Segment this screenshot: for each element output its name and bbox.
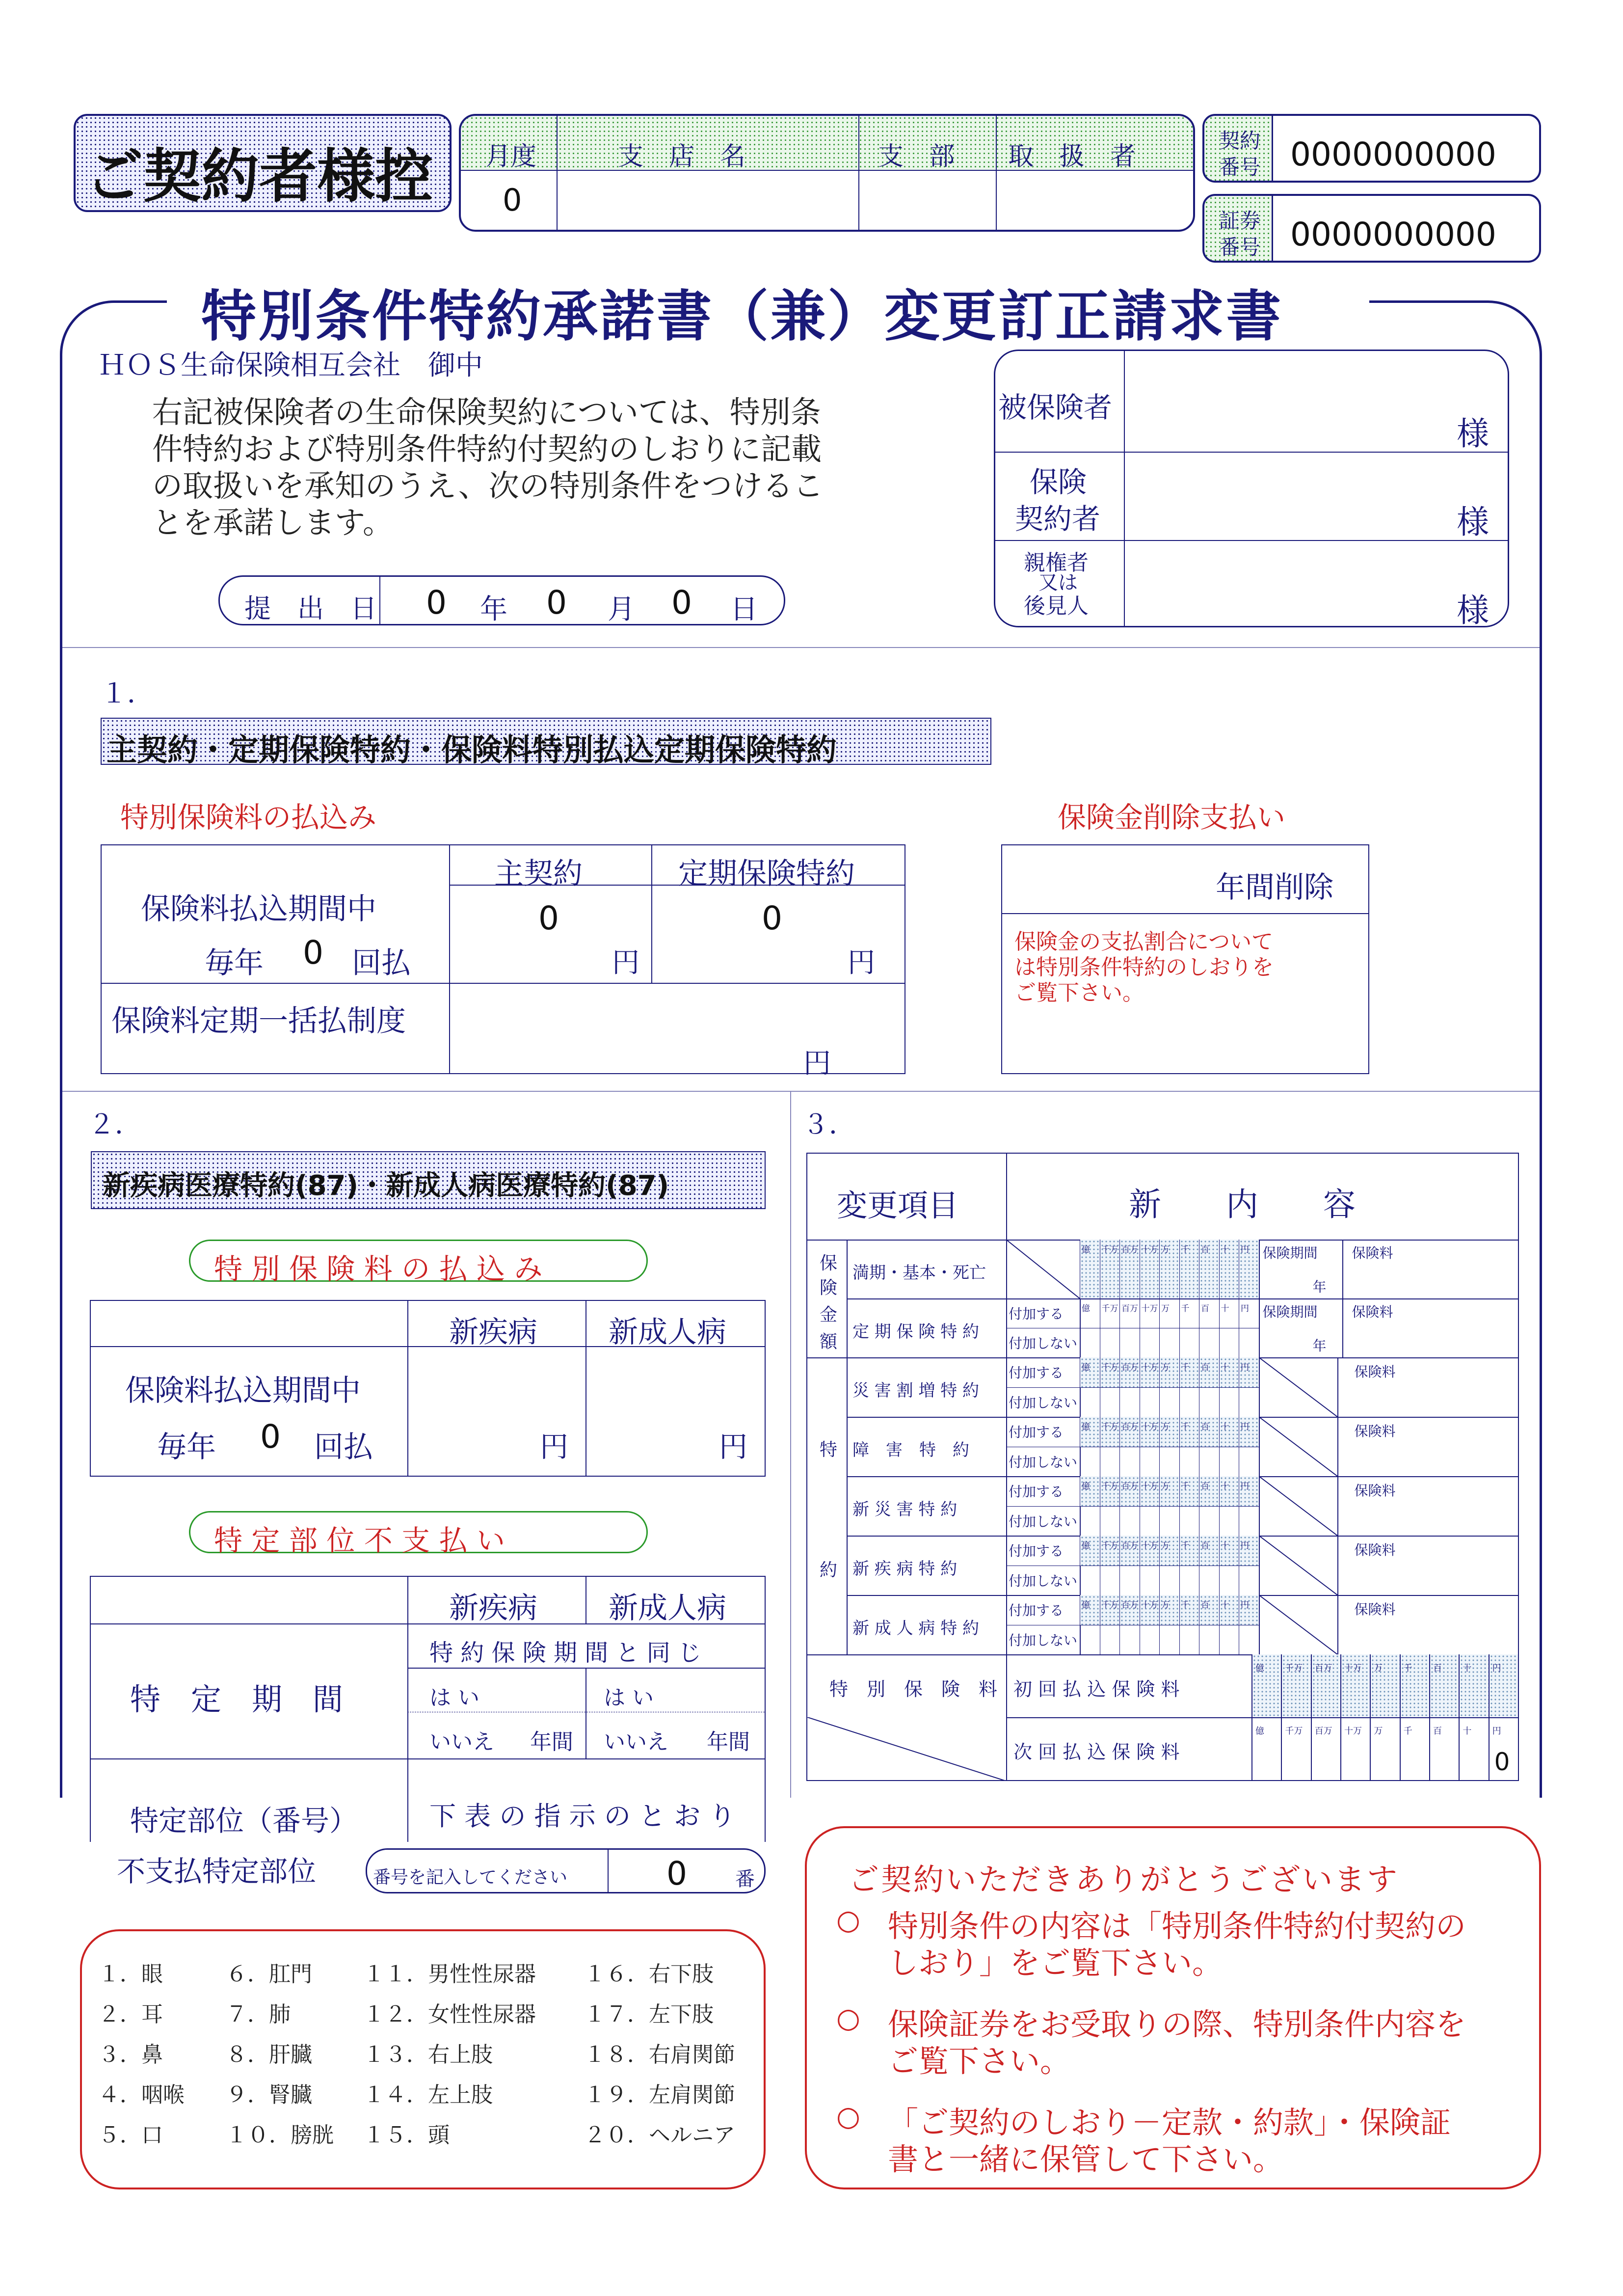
digit-cell[interactable] [1080,1625,1100,1655]
site-item: ２．耳 [98,2002,163,2027]
attach-option[interactable]: 付加する [1009,1484,1064,1500]
digit-label: 円 [1492,1726,1501,1736]
digit-label: 万 [1374,1726,1383,1736]
diagonal-slash [1006,1240,1080,1298]
site-item: １６．右下肢 [584,1962,714,1987]
digit-cell[interactable] [1119,1447,1140,1477]
submission-date-box: 提 出 日 0 年 0 月 0 日 [218,575,785,625]
digit-label: 千 [1181,1600,1190,1610]
digit-label: 千 [1181,1482,1190,1491]
nonpay-value[interactable]: 0 [666,1855,687,1892]
digit-label: 千 [1181,1245,1190,1255]
attach-option[interactable]: 付加する [1009,1424,1064,1440]
digit-label: 十 [1221,1600,1229,1610]
row-label: 新 成 人 病 特 約 [852,1619,980,1638]
digit-cell[interactable] [1179,1625,1199,1655]
digit-cell[interactable] [1080,1387,1100,1417]
section-2-heading: 新疾病医療特約(87)・新成人病医療特約(87) [103,1170,669,1202]
office-table [459,114,1195,232]
policyholder-label-2: 契約者 [1015,502,1101,536]
premium-title-2-box [189,1240,648,1286]
intro-line-4: とを承諾します。 [152,505,394,540]
digit-cell[interactable] [1199,1625,1219,1655]
grid-line [1337,1595,1338,1654]
digit-label: 百 [1201,1245,1209,1255]
premium-header: 保険料 [1352,1245,1393,1261]
col-content: 新 内 容 [1129,1186,1356,1223]
premium-header: 保険料 [1354,1601,1396,1618]
site-item: ８．肝臓 [226,2042,312,2067]
date-year[interactable]: 0 [426,584,447,621]
digit-cell[interactable] [1219,1447,1239,1477]
grid-line [1006,1387,1080,1388]
site-item: １８．右肩関節 [584,2042,735,2067]
digit-label: 十 [1221,1363,1229,1373]
insured-label: 被保険者 [998,391,1113,424]
digit-label: 十万 [1141,1600,1158,1610]
office-col-handler: 取 扱 者 [1008,142,1136,171]
diagonal-slash [1259,1417,1337,1476]
digit-cell[interactable] [1140,1566,1160,1595]
row-label: 満期・基本・死亡 [852,1263,986,1283]
digit-cell[interactable] [1239,1328,1259,1357]
digit-label: 万 [1161,1541,1170,1551]
digit-label: 十万 [1141,1482,1158,1491]
nonpay-input-box: 番号を記入してください 0 番 [366,1848,766,1893]
attach-option[interactable]: 付加する [1009,1602,1064,1619]
premium-title-1: 特別保険料の払込み [120,801,377,834]
digit-label: 十万 [1141,1245,1158,1255]
digit-label: 十万 [1141,1422,1158,1432]
digit-cell[interactable] [1119,1625,1140,1655]
policyholder-label-1: 保険 [1030,465,1087,499]
copy-label-box [74,114,452,212]
col-item: 変更項目 [837,1188,959,1223]
section-2-heading-box [91,1151,766,1209]
digit-label: 百万 [1121,1304,1138,1314]
digit-cell[interactable] [1100,1447,1120,1477]
year-suffix: 年 [1312,1279,1327,1295]
intro-line-1: 右記被保険者の生命保険契約については、特別条 [152,394,821,430]
detach-option[interactable]: 付加しない [1009,1394,1078,1411]
grid-line [1259,1240,1260,1298]
diagonal-slash [1259,1357,1337,1417]
detach-option[interactable]: 付加しない [1009,1513,1078,1530]
exclusion-title-box [189,1511,648,1557]
digit-label: 千万 [1285,1663,1303,1674]
year-suffix: 年 [1312,1338,1327,1354]
digit-cell[interactable] [1219,1328,1239,1357]
nonpay-label: 不支払特定部位 [117,1855,317,1888]
addressee: ＨＯＳ生命保険相互会社 御中 [98,350,483,381]
digit-label: 十 [1463,1663,1472,1674]
diagonal-slash [1259,1595,1337,1654]
section-3-number: ３． [802,1109,855,1140]
digit-cell[interactable] [1179,1447,1199,1477]
premium-table-1: 主契約 定期保険特約 保険料払込期間中 毎年 0 回払 0 円 0 円 保険料定期一括払制度 円 [101,844,905,1074]
digit-label: 十万 [1344,1663,1362,1674]
digit-cell[interactable] [1119,1387,1140,1417]
main-premium-value[interactable]: 0 [538,899,559,937]
site-item: １７．左下肢 [584,2002,714,2027]
office-month-value[interactable]: 0 [503,182,522,218]
digit-label: 千万 [1101,1422,1118,1432]
digit-cell[interactable] [1179,1566,1199,1595]
copy-label: ご契約者様控 [85,142,433,210]
next-premium-value[interactable]: 0 [1494,1748,1510,1776]
digit-cell[interactable] [1159,1566,1179,1595]
diagonal-slash [807,1717,1006,1781]
digit-cell[interactable] [1100,1625,1120,1655]
digit-label: 万 [1374,1663,1383,1674]
site-item: １９．左肩関節 [584,2082,735,2107]
digit-cell[interactable] [1080,1566,1100,1595]
digit-cell[interactable] [1080,1328,1100,1357]
site-item: ４．咽喉 [98,2082,185,2107]
digit-cell[interactable] [1179,1506,1199,1536]
grid-line [1337,1417,1338,1476]
digit-label: 億 [1082,1304,1090,1314]
section-1-number: １． [101,678,154,709]
digit-label: 千万 [1101,1600,1118,1610]
digit-label: 十万 [1141,1304,1158,1314]
digit-label: 億 [1082,1541,1090,1551]
digit-label: 千万 [1101,1245,1118,1255]
digit-label: 万 [1161,1245,1170,1255]
digit-label: 円 [1241,1422,1249,1432]
digit-cell[interactable] [1199,1328,1219,1357]
row-label: 新 疾 病 特 約 [852,1559,958,1579]
digit-cell[interactable] [1100,1387,1120,1417]
row-label: 災 害 割 増 特 約 [852,1381,980,1401]
digit-label: 万 [1161,1482,1170,1491]
digit-cell[interactable] [1219,1506,1239,1536]
premium-header: 保険料 [1354,1423,1396,1439]
office-col-month: 月度 [485,142,537,171]
notice-title: ご契約いただきありがとうございます [849,1862,1400,1897]
office-col-branch: 支 店 名 [618,142,746,171]
site-item: ７．肺 [226,2002,291,2027]
digit-label: 円 [1241,1482,1249,1491]
grid-line [1259,1298,1260,1357]
office-col-sub: 支 部 [878,142,955,171]
digit-label: 百 [1201,1363,1209,1373]
digit-label: 十 [1221,1422,1229,1432]
digit-label: 千万 [1101,1363,1118,1373]
digit-cell[interactable] [1179,1387,1199,1417]
site-item: １４．左上肢 [363,2082,493,2107]
row-label: 定 期 保 険 特 約 [852,1322,980,1342]
site-item: ９．腎臓 [226,2082,312,2107]
premium-header: 保険料 [1354,1364,1396,1380]
digit-cell[interactable] [1239,1447,1259,1477]
deduction-title: 保険金削除支払い [1058,801,1286,834]
digit-label: 億 [1082,1600,1090,1610]
digit-label: 百 [1201,1600,1209,1610]
guardian-label-2: 又は [1038,571,1078,594]
digit-label: 百万 [1121,1541,1138,1551]
parties-box: 被保険者 様 保険 契約者 様 親権者 又は 後見人 様 [994,350,1509,627]
policy-number-box: 証券 番号 0000000000 [1202,194,1541,263]
digit-cell[interactable] [1100,1328,1120,1357]
digit-cell[interactable] [1179,1328,1199,1357]
digit-label: 千万 [1285,1726,1303,1736]
digit-label: 百 [1201,1422,1209,1432]
digit-label: 円 [1241,1363,1249,1373]
date-day[interactable]: 0 [671,584,692,621]
digit-label: 千万 [1101,1482,1118,1491]
digit-label: 円 [1241,1541,1249,1551]
sites-list [98,1956,756,2172]
digit-cell[interactable] [1100,1506,1120,1536]
digit-cell[interactable] [1140,1387,1160,1417]
guardian-label-3: 後見人 [1024,594,1089,619]
site-item: ６．肛門 [226,1962,312,1987]
section-1-heading-box [101,718,991,768]
digit-label: 百万 [1314,1663,1332,1674]
digit-cell[interactable] [1080,1506,1100,1536]
digit-label: 千 [1403,1663,1412,1674]
digit-label: 千万 [1101,1304,1118,1314]
premium-title-2: 特 別 保 険 料 の 払 込 み [214,1252,543,1286]
digit-cell[interactable] [1140,1328,1160,1357]
digit-cell[interactable] [1159,1447,1179,1477]
diagonal-slash [1259,1476,1337,1536]
site-item: ５．口 [98,2123,163,2148]
policy-number[interactable]: 0000000000 [1290,216,1496,253]
digit-label: 百 [1201,1482,1209,1491]
premium-table-2: 新疾病 新成人病 保険料払込期間中 毎年 0 回払 円 円 [90,1300,766,1477]
digit-cell[interactable] [1119,1506,1140,1536]
grid-line [1006,1506,1080,1507]
grid-line [1337,1536,1338,1595]
digit-label: 百万 [1121,1422,1138,1432]
grid-line [1342,1298,1343,1357]
digit-cell[interactable] [1140,1506,1160,1536]
digit-label: 円 [1241,1600,1249,1610]
digit-label: 億 [1082,1245,1090,1255]
premium-header: 保険料 [1352,1304,1393,1320]
attach-option[interactable]: 付加する [1009,1543,1064,1559]
digit-label: 千 [1181,1541,1190,1551]
intro-line-2: 件特約および特別条件特約付契約のしおりに記載 [152,431,822,467]
detach-option[interactable]: 付加しない [1009,1572,1078,1589]
digit-cell[interactable] [1159,1625,1179,1655]
section-1-heading: 主契約・定期保険特約・保険料特別払込定期保険特約 [106,732,837,768]
digit-label: 百万 [1314,1726,1332,1736]
date-month[interactable]: 0 [546,584,567,621]
digit-label: 千 [1181,1304,1190,1314]
detach-option[interactable]: 付加しない [1009,1632,1078,1648]
digit-cell[interactable] [1219,1387,1239,1417]
section-2-number: ２． [88,1109,141,1140]
digit-cell[interactable] [1100,1566,1120,1595]
digit-cell[interactable] [1119,1566,1140,1595]
digit-label: 百 [1201,1541,1209,1551]
digit-label: 十 [1221,1541,1229,1551]
digit-label: 百万 [1121,1600,1138,1610]
digit-label: 百万 [1121,1245,1138,1255]
intro-line-3: の取扱いを承知のうえ、次の特別条件をつけるこ [152,468,824,504]
digit-cell[interactable] [1219,1625,1239,1655]
digit-cell[interactable] [1159,1328,1179,1357]
digit-label: 円 [1492,1663,1501,1674]
row2-count[interactable]: 0 [260,1418,281,1456]
digit-label: 千 [1181,1422,1190,1432]
document-title: 特別条件特約承諾書（兼）変更訂正請求書 [201,285,1283,349]
digit-cell[interactable] [1159,1506,1179,1536]
change-table: 変更項目 新 内 容 保 険 金 額 特 約 満期・基本・死亡 億 千万 百万 十万 万 千 百 十 円 保険期間 年 保険料 定 期 保 険 特 約 付加する 付加しない 億 千万 百万 十万 万 千 百 十 円 保険期間 年 保険料 災 害 割 増 特 約 付加する 付加しない 億 千万 百万 十万 万 千 百 十 円 保険料 障 害 特 約 付加する 付加しない 億 千万 百万 十万 万 千 百 十 円 保険料 新 災 害 特 約 付加する 付加しない 億 千万 百万 十万 万 千 百 十 円 保険料 新 疾 病 特 約 付加する 付加しない 億 千万 百万 十万 万 千 百 十 円 保険料 新 成 人 病 特 約 付加する 付加しない 億 千万 百万 十万 万 千 百 十 円 保険料 特 別 保 険 料 初 回 払 込 保 険 料 次 回 払 込 保 険 料 億 千万 百万 十万 万 千 百 十 円 億 千万 百万 十万 万 千 百 十 円 0 [806,1153,1519,1781]
digit-label: 百 [1433,1663,1442,1674]
digit-cell[interactable] [1219,1566,1239,1595]
digit-cell[interactable] [1159,1387,1179,1417]
digit-label: 十 [1463,1726,1472,1736]
detach-option[interactable]: 付加しない [1009,1454,1078,1470]
site-item: １２．女性性尿器 [363,2002,536,2027]
exclusion-title: 特 定 部 位 不 支 払 い [214,1524,506,1557]
digit-label: 億 [1082,1422,1090,1432]
contract-number-box: 契約 番号 0000000000 [1202,114,1541,183]
attach-option[interactable]: 付加する [1009,1306,1064,1322]
digit-cell[interactable] [1140,1625,1160,1655]
digit-label: 百 [1201,1304,1209,1314]
digit-label: 千万 [1101,1541,1118,1551]
digit-label: 千 [1181,1363,1190,1373]
digit-cell[interactable] [1239,1387,1259,1417]
digit-label: 十万 [1344,1726,1362,1736]
digit-cell[interactable] [1239,1506,1259,1536]
site-item: １０．膀胱 [226,2123,334,2148]
notice-box: ご契約いただきありがとうございます ○ 特別条件の内容は「特別条件特約付契約の しおり」をご覧下さい。 ○ 保険証券をお受取りの際、特別条件内容を ご覧下さい。 ○ 「ご契約のしおり－定款・約款」・保険証 書と一緒に保管して下さい。 [805,1826,1541,2189]
digit-cell[interactable] [1199,1506,1219,1536]
digit-cell[interactable] [1080,1447,1100,1477]
digit-label: 億 [1255,1726,1264,1736]
site-item: １３．右上肢 [363,2042,493,2067]
digit-label: 万 [1161,1422,1170,1432]
digit-cell[interactable] [1140,1447,1160,1477]
row-label: 障 害 特 約 [852,1440,969,1460]
contract-number[interactable]: 0000000000 [1290,135,1496,173]
row-label: 新 災 害 特 約 [852,1500,958,1519]
digit-cell[interactable] [1199,1387,1219,1417]
row1-count[interactable]: 0 [303,934,323,972]
digit-cell[interactable] [1199,1447,1219,1477]
digit-label: 円 [1241,1245,1249,1255]
digit-label: 億 [1255,1663,1264,1674]
digit-cell[interactable] [1199,1566,1219,1595]
digit-label: 百 [1433,1726,1442,1736]
digit-label: 十万 [1141,1541,1158,1551]
digit-label: 百万 [1121,1363,1138,1373]
digit-label: 百万 [1121,1482,1138,1491]
attach-option[interactable]: 付加する [1009,1365,1064,1381]
digit-label: 円 [1241,1304,1249,1314]
digit-label: 万 [1161,1304,1170,1314]
period-header: 保険期間 [1262,1304,1318,1320]
digit-cell[interactable] [1239,1566,1259,1595]
digit-label: 千 [1403,1726,1412,1736]
premium-header: 保険料 [1354,1542,1396,1558]
digit-label: 十 [1221,1482,1229,1491]
digit-label: 億 [1082,1363,1090,1373]
digit-label: 万 [1161,1600,1170,1610]
digit-label: 十 [1221,1304,1229,1314]
digit-cell[interactable] [1239,1625,1259,1655]
grid-line [1342,1240,1343,1298]
site-item: １５．頭 [363,2123,450,2148]
grid-line [1337,1476,1338,1536]
site-item: ２０．ヘルニア [584,2123,735,2148]
term-premium-value[interactable]: 0 [762,899,782,937]
digit-label: 十 [1221,1245,1229,1255]
diagonal-slash [1259,1536,1337,1595]
site-item: ３．鼻 [98,2042,163,2067]
site-item: １１．男性性尿器 [363,1962,536,1987]
site-item: １．眼 [98,1962,163,1987]
period-header: 保険期間 [1262,1245,1318,1261]
deduction-table: 年間削除 保険金の支払割合について は特別条件特約のしおりを ご覧下さい。 [1001,844,1369,1074]
grid-line [1337,1357,1338,1417]
digit-label: 万 [1161,1363,1170,1373]
digit-cell[interactable] [1119,1328,1140,1357]
digit-label: 十万 [1141,1363,1158,1373]
guardian-label-1: 親権者 [1024,550,1089,575]
exclusion-table: 新疾病 新成人病 特 定 期 間 特 約 保 険 期 間 と 同 じ は い は い いいえ 年間 いいえ 年間 特定部位（番号） 下 表 の 指 示 の と お り [90,1576,766,1843]
digit-label: 億 [1082,1482,1090,1491]
premium-header: 保険料 [1354,1483,1396,1499]
detach-option[interactable]: 付加しない [1009,1335,1078,1351]
